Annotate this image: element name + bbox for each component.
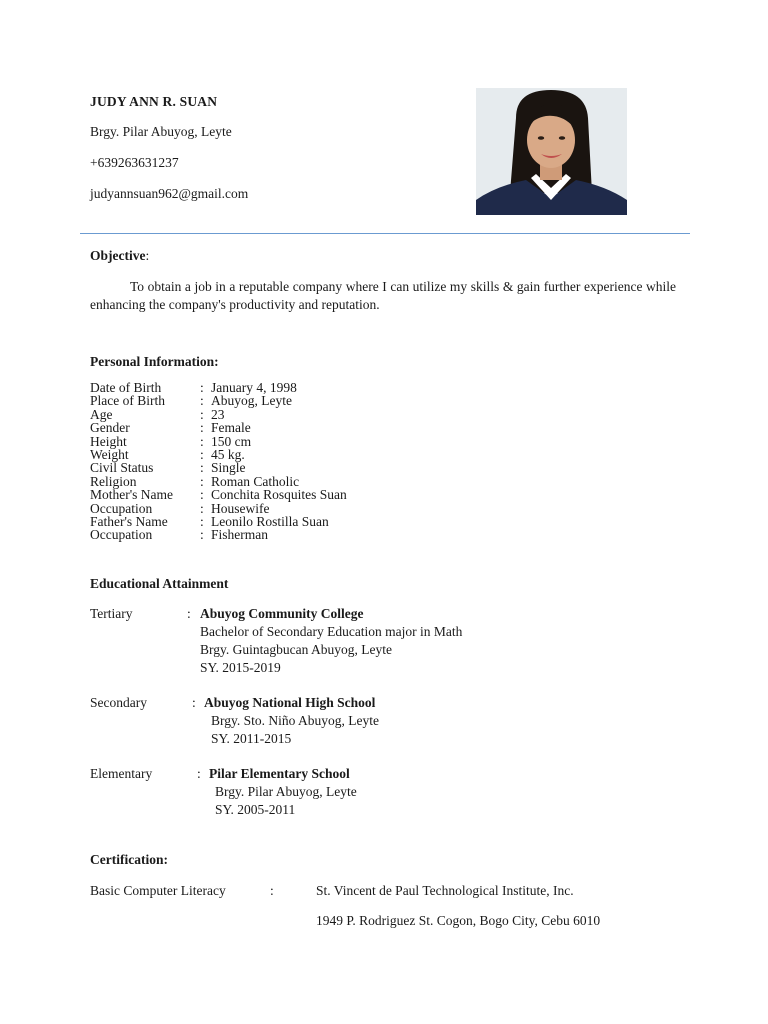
personal-info-value: Leonilo Rostilla Suan — [211, 513, 329, 529]
personal-info-value: 23 — [211, 406, 225, 422]
personal-info-label: Father's Name — [90, 513, 168, 529]
personal-info-colon: : — [200, 527, 204, 543]
personal-info-colon: : — [200, 460, 204, 476]
applicant-email: judyannsuan962@gmail.com — [90, 186, 249, 201]
personal-info-colon: : — [200, 420, 204, 436]
tertiary-sy: SY. 2015-2019 — [200, 660, 281, 675]
certification-institution: St. Vincent de Paul Technological Institute, Inc. — [316, 883, 574, 898]
personal-info-label: Civil Status — [90, 460, 154, 476]
personal-info-value: 150 cm — [211, 433, 252, 449]
certification-address: 1949 P. Rodriguez St. Cogon, Bogo City, Cebu 6010 — [316, 913, 601, 928]
personal-info-colon: : — [200, 433, 204, 449]
personal-info-value: January 4, 1998 — [211, 380, 297, 395]
secondary-colon: : — [192, 695, 196, 710]
secondary-school: Abuyog National High School — [204, 695, 376, 710]
certification-heading: Certification: — [90, 852, 168, 867]
personal-info-label: Weight — [90, 446, 129, 462]
personal-info-colon: : — [200, 380, 204, 395]
personal-info-colon: : — [200, 406, 204, 422]
secondary-label: Secondary — [90, 695, 147, 710]
personal-info-label: Occupation — [90, 500, 153, 516]
personal-info-value: Roman Catholic — [211, 473, 300, 489]
tertiary-school: Abuyog Community College — [200, 606, 364, 621]
tertiary-colon: : — [187, 606, 191, 621]
personal-info-label: Occupation — [90, 527, 153, 543]
objective-text: To obtain a job in a reputable company where I can utilize my skills & gain further experience while enhancing the company's productivity and reputation. — [90, 279, 676, 312]
elementary-label: Elementary — [90, 766, 153, 781]
personal-info-value: Housewife — [211, 500, 270, 516]
tertiary-course: Bachelor of Secondary Education major in Math — [200, 624, 463, 639]
applicant-photo — [476, 88, 627, 215]
applicant-address: Brgy. Pilar Abuyog, Leyte — [90, 124, 232, 139]
certification-colon: : — [270, 883, 274, 898]
personal-info-label: Height — [90, 433, 127, 449]
personal-info-label: Mother's Name — [90, 487, 174, 503]
personal-info-colon: : — [200, 513, 204, 529]
header-divider — [80, 233, 690, 234]
personal-info-label: Age — [90, 406, 113, 422]
tertiary-label: Tertiary — [90, 606, 133, 621]
personal-info-colon: : — [200, 500, 204, 516]
personal-info-label: Religion — [90, 473, 137, 489]
secondary-sy: SY. 2011-2015 — [211, 731, 292, 746]
personal-info-value: Conchita Rosquites Suan — [211, 487, 347, 503]
personal-info-colon: : — [200, 446, 204, 462]
personal-info-label: Gender — [90, 420, 130, 436]
education-heading: Educational Attainment — [90, 576, 229, 591]
certification-label: Basic Computer Literacy — [90, 883, 226, 898]
personal-info-label: Date of Birth — [90, 380, 162, 395]
elementary-colon: : — [197, 766, 201, 781]
personal-info-value: 45 kg. — [211, 446, 245, 462]
objective-heading: Objective: — [90, 248, 150, 263]
personal-info-colon: : — [200, 487, 204, 503]
personal-info-value: Single — [211, 460, 246, 476]
elementary-address: Brgy. Pilar Abuyog, Leyte — [215, 784, 357, 799]
applicant-phone: +639263631237 — [90, 155, 179, 170]
elementary-sy: SY. 2005-2011 — [215, 802, 296, 817]
personal-info-label: Place of Birth — [90, 393, 165, 409]
personal-info-value: Female — [211, 420, 251, 436]
personal-info-heading: Personal Information: — [90, 354, 219, 369]
personal-info-value: Abuyog, Leyte — [211, 393, 292, 409]
personal-info-value: Fisherman — [211, 527, 268, 543]
elementary-school: Pilar Elementary School — [209, 766, 350, 781]
portrait-illustration — [476, 88, 627, 215]
applicant-name: JUDY ANN R. SUAN — [90, 94, 218, 109]
personal-info-colon: : — [200, 473, 204, 489]
secondary-address: Brgy. Sto. Niño Abuyog, Leyte — [211, 713, 379, 728]
tertiary-address: Brgy. Guintagbucan Abuyog, Leyte — [200, 642, 392, 657]
personal-info-colon: : — [200, 393, 204, 409]
